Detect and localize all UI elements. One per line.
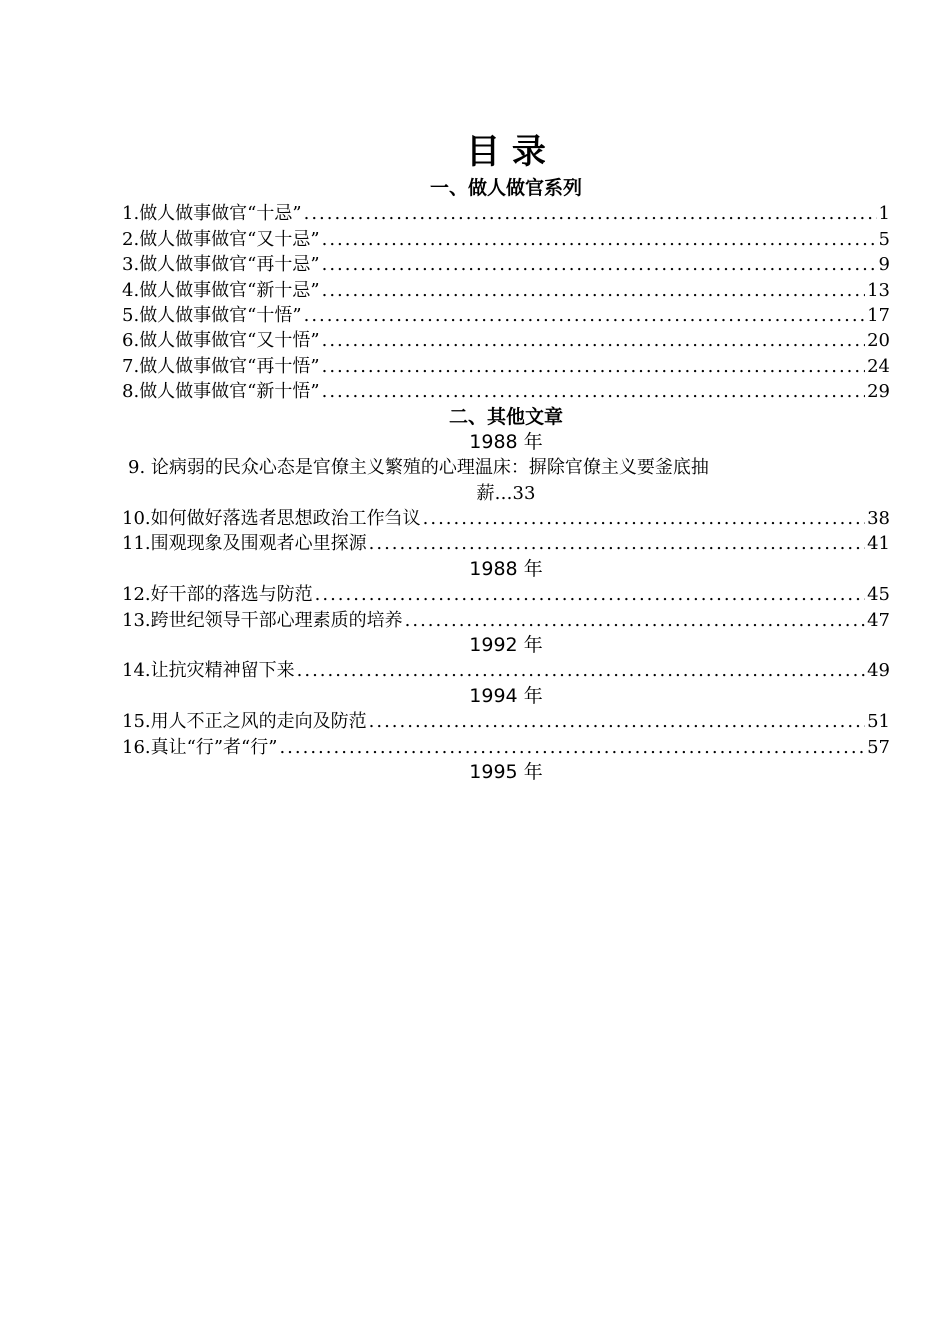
entry-title: 围观现象及围观者心里探源 [150, 533, 367, 555]
toc-entry[interactable] [122, 303, 890, 328]
entry-title-line-2: 薪…33 [476, 482, 536, 504]
toc-title: 目 录 [466, 132, 546, 172]
entry-title: 真让“行”者“行” [150, 736, 278, 758]
entry-number: 13. [122, 609, 151, 631]
toc-entry[interactable] [122, 328, 890, 353]
dot-leader [322, 252, 877, 277]
entry-page-number: 20 [867, 330, 890, 352]
entry-page-number: 5 [878, 228, 890, 250]
year-heading: 1992 年 [469, 634, 543, 657]
entry-page-number: 49 [867, 660, 890, 682]
dot-leader [405, 608, 865, 633]
entry-page-number: 57 [867, 736, 890, 758]
toc-entry[interactable] [122, 735, 890, 760]
entry-title: 让抗灾精神留下来 [150, 660, 295, 682]
dot-leader [304, 201, 877, 226]
year-heading: 1988 年 [469, 557, 543, 580]
entry-page-number: 51 [867, 711, 890, 733]
dot-leader [322, 328, 866, 353]
entry-title: 做人做事做官“再十忌” [139, 254, 320, 276]
entry-title: 好干部的落选与防范 [150, 584, 313, 606]
entry-title: 做人做事做官“十忌” [139, 203, 302, 225]
dot-leader [369, 709, 865, 734]
toc-entry[interactable] [122, 608, 890, 633]
dot-leader [423, 506, 865, 531]
entry-page-number: 45 [867, 584, 890, 606]
entry-number: 7. [122, 355, 140, 377]
entry-page-number: 29 [867, 381, 890, 403]
entry-number: 10. [122, 508, 151, 530]
entry-page-number: 38 [867, 508, 890, 530]
entry-number: 15. [122, 711, 151, 733]
toc-entry[interactable] [122, 201, 890, 226]
entry-number: 8. [122, 381, 140, 403]
entry-title: 做人做事做官“又十悟” [139, 330, 320, 352]
year-heading: 1995 年 [469, 760, 543, 783]
entry-number: 14. [122, 660, 151, 682]
dot-leader [369, 531, 865, 556]
entry-number: 5. [122, 304, 140, 326]
entry-page-number: 17 [867, 304, 890, 326]
section-heading-2: 二、其他文章 [448, 405, 563, 428]
entry-title: 跨世纪领导干部心理素质的培养 [150, 609, 403, 631]
entry-page-number: 1 [878, 203, 890, 225]
entry-number: 2. [122, 228, 140, 250]
entry-page-number: 41 [867, 533, 890, 555]
entry-title: 做人做事做官“十悟” [139, 304, 302, 326]
entry-title: 做人做事做官“新十悟” [139, 381, 320, 403]
entry-page-number: 13 [867, 279, 890, 301]
entry-number: 16. [122, 736, 151, 758]
entry-page-number: 24 [867, 355, 890, 377]
year-heading: 1994 年 [469, 684, 543, 707]
entry-title: 做人做事做官“又十忌” [139, 228, 320, 250]
toc-entry[interactable] [122, 379, 890, 404]
toc-entry[interactable] [122, 506, 890, 531]
table-of-contents [122, 128, 890, 785]
entry-number: 1. [122, 203, 140, 225]
dot-leader [297, 658, 865, 683]
entry-number: 4. [122, 279, 140, 301]
entry-title: 做人做事做官“新十忌” [139, 279, 320, 301]
toc-entry[interactable] [122, 278, 890, 303]
toc-entry[interactable] [122, 354, 890, 379]
toc-entry[interactable] [122, 658, 890, 683]
section-heading-1: 一、做人做官系列 [429, 177, 582, 199]
dot-leader [322, 227, 877, 252]
dot-leader [315, 582, 865, 607]
entry-title: 做人做事做官“再十悟” [139, 355, 320, 377]
entry-number: 12. [122, 584, 151, 606]
dot-leader [322, 354, 866, 379]
entry-page-number: 47 [867, 609, 890, 631]
toc-entry[interactable] [122, 252, 890, 277]
year-heading: 1988 年 [469, 430, 543, 453]
entry-title-line-1: 9. 论病弱的民众心态是官僚主义繁殖的心理温床：摒除官僚主义要釜底抽 [128, 457, 709, 479]
toc-entry[interactable] [122, 227, 890, 252]
toc-entry[interactable] [122, 709, 890, 734]
entry-title: 用人不正之风的走向及防范 [150, 711, 367, 733]
entry-title: 如何做好落选者思想政治工作刍议 [150, 508, 421, 530]
entry-number: 11. [122, 533, 151, 555]
toc-entry[interactable] [122, 531, 890, 556]
toc-entry-wrapped[interactable] [122, 455, 890, 506]
dot-leader [304, 303, 866, 328]
toc-entry[interactable] [122, 582, 890, 607]
entry-number: 6. [122, 330, 140, 352]
entry-number: 3. [122, 254, 140, 276]
entry-page-number: 9 [878, 254, 890, 276]
dot-leader [279, 735, 865, 760]
dot-leader [322, 379, 866, 404]
dot-leader [322, 278, 866, 303]
